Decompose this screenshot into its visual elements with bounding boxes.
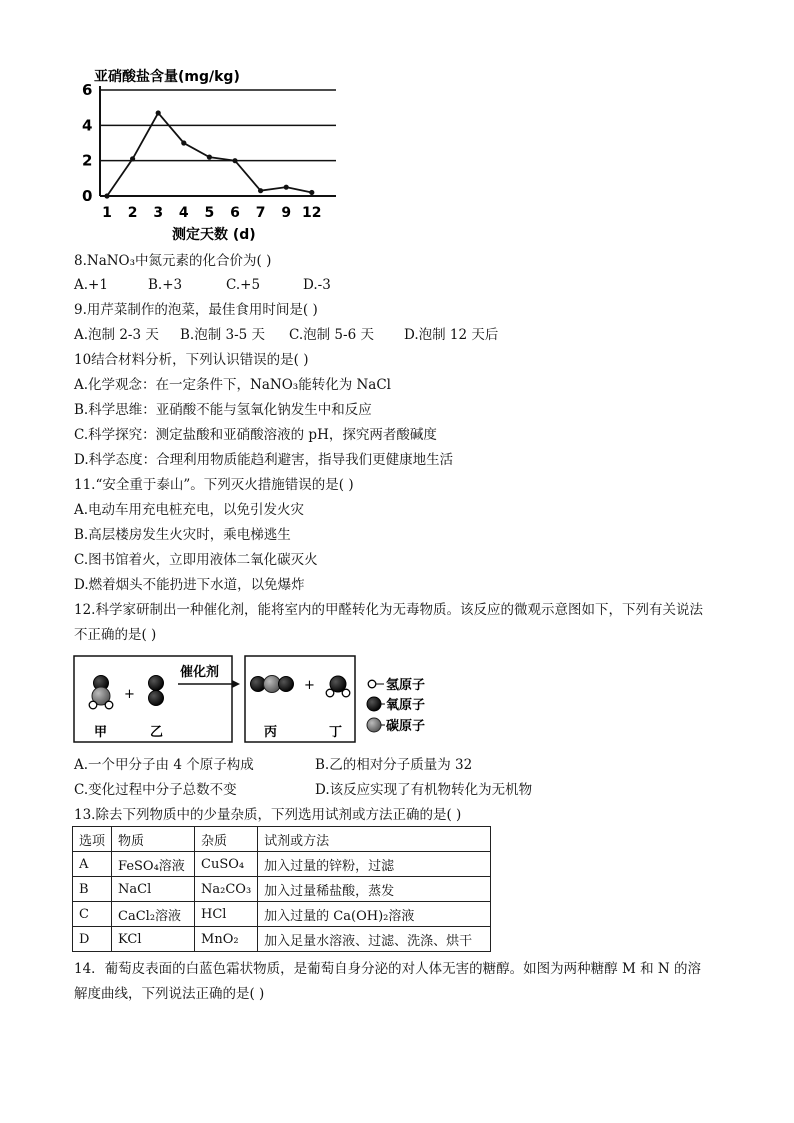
table-header-row [73,827,491,852]
data-point [232,158,237,163]
label-jia: 甲 [94,725,108,740]
q12-option-d: D.该反应实现了有机物转化为无机物 [315,782,533,798]
table-row [73,902,491,927]
nitrite-chart [74,62,342,248]
x-tick-label: 7 [255,205,266,221]
table-cell: CaCl₂溶液 [112,902,195,927]
chart-x-label: 测定天数 (d) [172,227,256,243]
q8-option-b: B.+3 [148,277,183,293]
q9-option-b: B.泡制 3-5 天 [180,327,266,343]
y-tick-label: 2 [82,151,93,170]
table-cell: FeSO₄溶液 [112,852,195,877]
data-point [156,110,161,115]
x-tick-label: 12 [302,205,322,221]
q8-option-d: D.-3 [303,277,331,293]
header-option: 选项 [73,827,112,852]
table-cell: 加入过量的锌粉，过滤 [258,852,491,877]
carbon-dioxide-molecule [251,676,294,693]
q9-option-a: A.泡制 2-3 天 [74,327,159,343]
q11-option-c: C.图书馆着火，立即用液体二氧化碳灭火 [74,552,318,568]
q12-stem-line2: 不正确的是( ) [74,627,157,643]
q10-option-c: C.科学探究：测定盐酸和亚硝酸溶液的 pH，探究两者酸碱度 [74,427,437,443]
table-cell: 加入过量稀盐酸，蒸发 [258,877,491,902]
x-tick-label: 9 [281,205,292,221]
data-point [258,188,263,193]
table-cell: KCl [112,927,195,952]
q13-table [72,826,491,952]
x-tick-label: 1 [102,205,112,221]
x-tick-label: 5 [204,205,215,221]
table-cell: HCl [195,902,258,927]
q8-option-a: A.+1 [74,277,108,293]
q12-option-a: A.一个甲分子由 4 个原子构成 [74,757,254,773]
q9-stem: 9.用芹菜制作的泡菜，最佳食用时间是( ) [74,302,318,318]
formaldehyde-molecule [89,676,113,709]
q12-option-c: C.变化过程中分子总数不变 [74,782,237,798]
x-tick-label: 2 [127,205,138,221]
label-yi: 乙 [150,725,164,740]
catalyst-label: 催化剂 [180,665,220,680]
oxygen-atom-icon [367,697,381,711]
water-molecule [326,676,350,697]
data-point [309,190,314,195]
y-tick-label: 4 [82,116,93,135]
table-cell: D [73,927,112,952]
q10-option-a: A.化学观念：在一定条件下，NaNO₃能转化为 NaCl [74,377,391,393]
legend-carbon: 碳原子 [386,719,426,734]
q9-option-d: D.泡制 12 天后 [404,327,499,343]
nitrite-line-chart [74,62,342,248]
reaction-arrow-icon [232,680,240,688]
plus-sign-2: + [304,678,315,693]
legend-oxygen: 氧原子 [386,698,426,713]
table-cell: MnO₂ [195,927,258,952]
q10-stem: 10结合材料分析，下列认识错误的是( ) [74,352,309,368]
q8-option-c: C.+5 [226,277,261,293]
x-tick-label: 6 [230,205,240,221]
reaction-diagram [72,652,472,748]
q11-option-b: B.高层楼房发生火灾时，乘电梯逃生 [74,527,291,543]
data-point [104,193,109,198]
q11-option-a: A.电动车用充电桩充电，以免引发火灾 [74,502,305,518]
x-tick-label: 3 [153,205,164,221]
plus-sign-1: + [124,687,135,702]
q13-stem: 13.除去下列物质中的少量杂质，下列选用试剂或方法正确的是( ) [74,807,462,823]
table-cell: CuSO₄ [195,852,258,877]
oxygen-molecule [149,676,164,706]
atom-legend [367,677,425,734]
label-bing: 丙 [264,725,278,740]
carbon-atom-icon [367,718,381,732]
table-cell: NaCl [112,877,195,902]
table-cell: B [73,877,112,902]
legend-hydrogen: 氢原子 [386,678,426,693]
table-row [73,852,491,877]
label-ding: 丁 [329,725,343,740]
y-tick-label: 6 [82,81,93,99]
table-cell: 加入足量水溶液、过滤、洗涤、烘干 [258,927,491,952]
y-tick-label: 0 [82,187,93,205]
chart-title: 亚硝酸盐含量(mg/kg) [94,69,240,85]
data-point [207,155,212,160]
hydrogen-atom-icon [368,680,376,688]
data-point [284,185,289,190]
x-tick-label: 4 [178,205,189,221]
table-cell: C [73,902,112,927]
data-point [130,156,135,161]
q9-option-c: C.泡制 5-6 天 [289,327,374,343]
header-impurity: 杂质 [195,827,258,852]
q12-stem-line1: 12.科学家研制出一种催化剂，能将室内的甲醛转化为无毒物质。该反应的微观示意图如下，下列有关说法 [74,602,703,618]
q10-option-d: D.科学态度：合理利用物质能趋利避害，指导我们更健康地生活 [74,452,454,468]
q10-option-b: B.科学思维：亚硝酸不能与氢氧化钠发生中和反应 [74,402,372,418]
q14-stem-line2: 解度曲线，下列说法正确的是( ) [74,986,265,1002]
table-row [73,927,491,952]
q8-stem: 8.NaNO₃中氮元素的化合价为( ) [74,253,272,269]
header-method: 试剂或方法 [258,827,491,852]
q12-option-b: B.乙的相对分子质量为 32 [315,757,473,773]
table-cell: 加入过量的 Ca(OH)₂溶液 [258,902,491,927]
data-point [181,140,186,145]
table-cell: A [73,852,112,877]
header-substance: 物质 [112,827,195,852]
q14-stem-line1: 14．葡萄皮表面的白蓝色霜状物质，是葡萄自身分泌的对人体无害的糖醇。如图为两种糖醇 M 和 N 的溶 [74,961,701,977]
table-row [73,877,491,902]
q11-stem: 11.“安全重于泰山”。下列灭火措施错误的是( ) [74,477,354,493]
q11-option-d: D.燃着烟头不能扔进下水道，以免爆炸 [74,577,305,593]
table-cell: Na₂CO₃ [195,877,258,902]
